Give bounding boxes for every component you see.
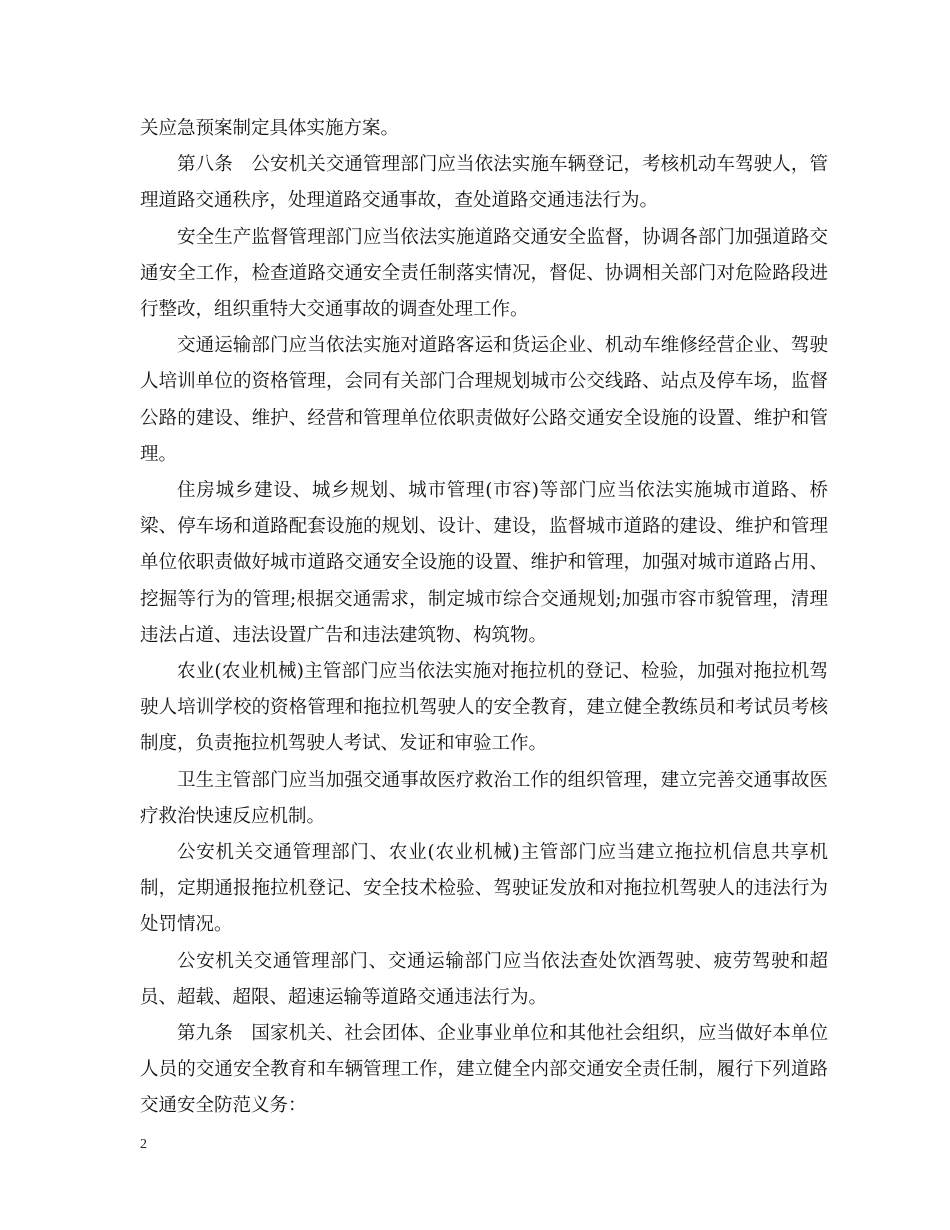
- paragraph: 关应急预案制定具体实施方案。: [140, 118, 400, 139]
- paragraph: 公安机关交通管理部门、农业(农业机械)主管部门应当建立拖拉机信息共享机制，定期通报拖拉机登记、安全技术检验、驾驶证发放和对拖拉机驾驶人的违法行为处罚情况。: [140, 842, 828, 936]
- paragraph: 卫生主管部门应当加强交通事故医疗救治工作的组织管理，建立完善交通事故医疗救治快速反应机制。: [140, 769, 828, 827]
- article-8-paragraph: 第八条 公安机关交通管理部门应当依法实施车辆登记，考核机动车驾驶人，管理道路交通秩序，处理道路交通事故，查处道路交通违法行为。: [140, 154, 828, 212]
- paragraph: 交通运输部门应当依法实施对道路客运和货运企业、机动车维修经营企业、驾驶人培训单位的资格管理，会同有关部门合理规划城市公交线路、站点及停车场，监督公路的建设、维护、经营和管理单位依职责做好公路交通安全设施的设置、维护和管理。: [140, 335, 828, 465]
- article-9-paragraph: 第九条 国家机关、社会团体、企业事业单位和其他社会组织，应当做好本单位人员的交通安全教育和车辆管理工作，建立健全内部交通安全责任制，履行下列道路交通安全防范义务：: [140, 1023, 828, 1117]
- paragraph: 农业(农业机械)主管部门应当依法实施对拖拉机的登记、检验，加强对拖拉机驾驶人培训学校的资格管理和拖拉机驾驶人的安全教育，建立健全教练员和考试员考核制度，负责拖拉机驾驶人考试、发证和审验工作。: [140, 661, 828, 755]
- paragraph: 公安机关交通管理部门、交通运输部门应当依法查处饮酒驾驶、疲劳驾驶和超员、超载、超限、超速运输等道路交通违法行为。: [140, 950, 828, 1008]
- document-body: [140, 111, 828, 1125]
- paragraph: 安全生产监督管理部门应当依法实施道路交通安全监督，协调各部门加强道路交通安全工作，检查道路交通安全责任制落实情况，督促、协调相关部门对危险路段进行整改，组织重特大交通事故的调查处理工作。: [140, 226, 828, 321]
- page-number: 2: [140, 1137, 147, 1152]
- paragraph: 住房城乡建设、城乡规划、城市管理(市容)等部门应当依法实施城市道路、桥梁、停车场和道路配套设施的规划、设计、建设，监督城市道路的建设、维护和管理单位依职责做好城市道路交通安全设施的设置、维护和管理，加强对城市道路占用、挖掘等行为的管理;根据交通需求，制定城市综合交通规划;加强市容市貌管理，清理违法占道、违法设置广告和违法建筑物、构筑物。: [140, 480, 828, 646]
